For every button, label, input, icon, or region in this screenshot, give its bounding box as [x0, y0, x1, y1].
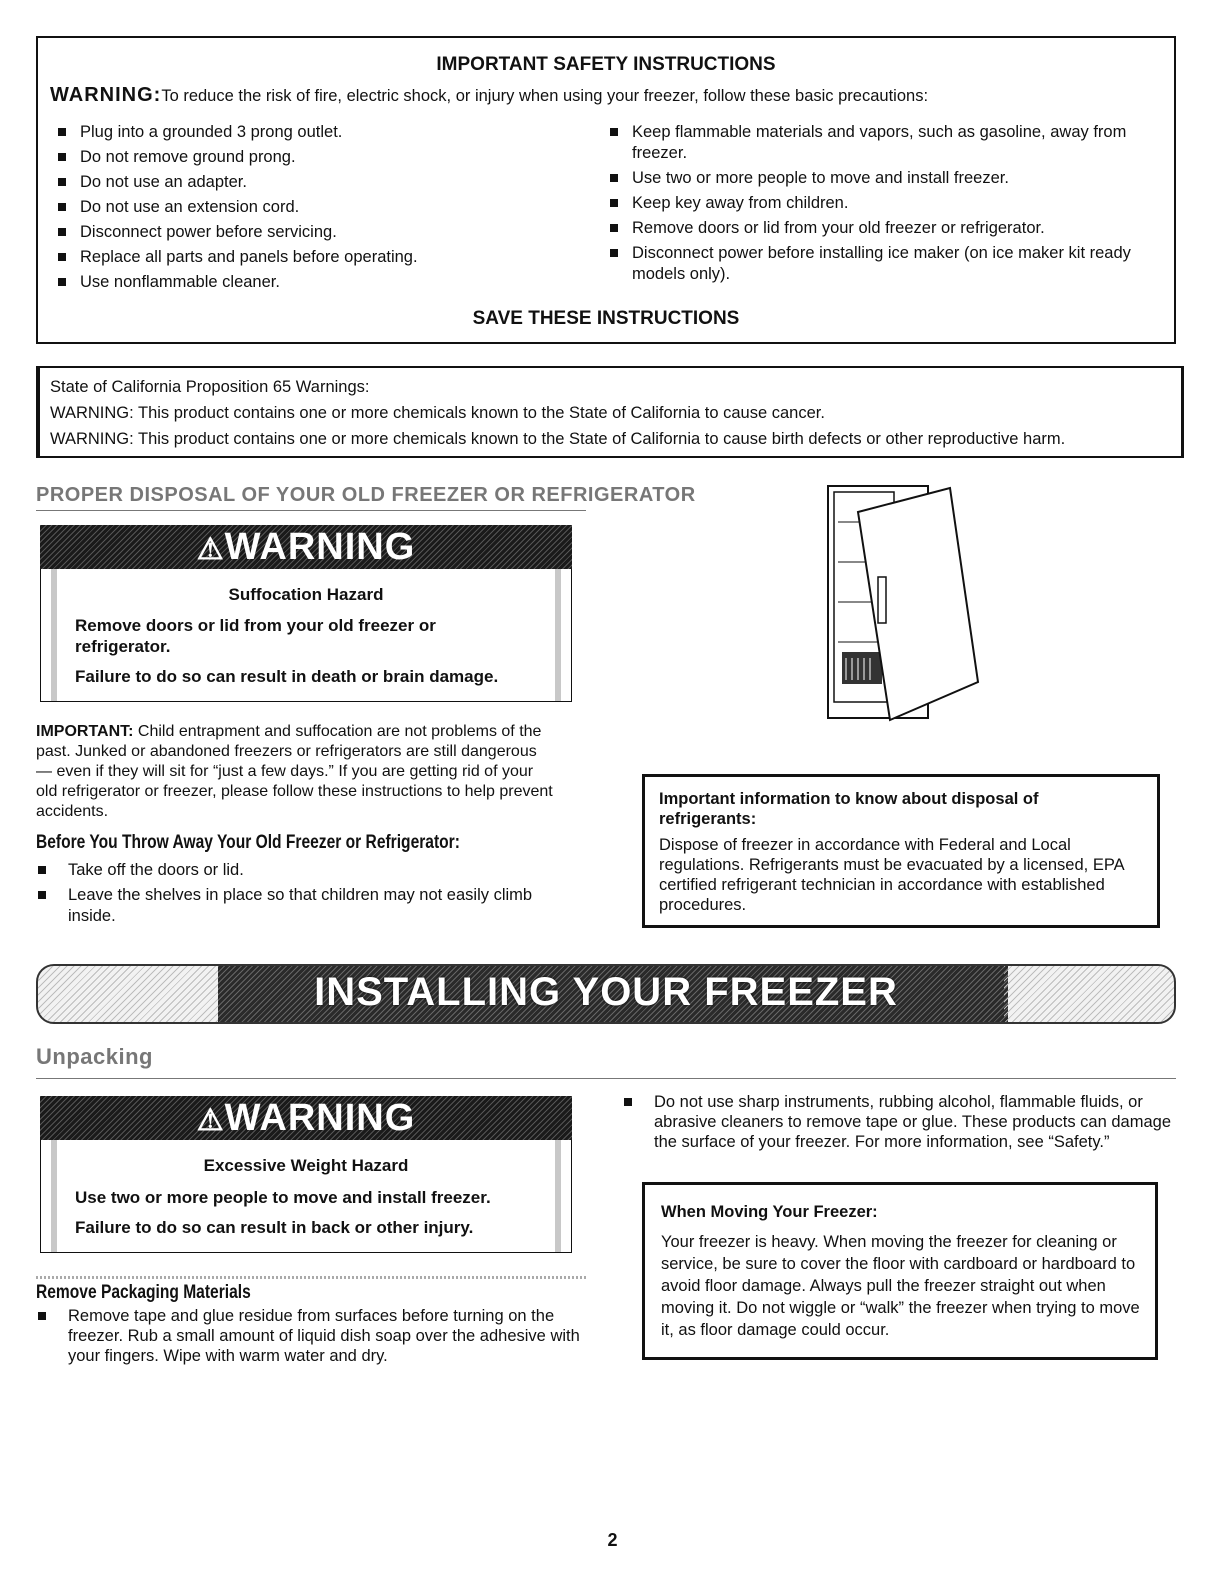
disposal-heading-rule	[36, 510, 586, 511]
hazard-name: Suffocation Hazard	[228, 585, 384, 604]
bullet-icon	[58, 178, 66, 186]
list-item: Keep key away from children.	[610, 193, 1140, 214]
suffocation-warning-body	[40, 569, 572, 702]
bullet-icon	[58, 203, 66, 211]
installing-banner-title: INSTALLING YOUR FREEZER	[314, 970, 898, 1014]
list-item: Keep flammable materials and vapors, such as gasoline, away from freezer.	[610, 122, 1140, 164]
moving-title: When Moving Your Freezer:	[661, 1203, 878, 1221]
weight-warning-body	[40, 1140, 572, 1253]
remove-packaging-heading: Remove Packaging Materials	[36, 1282, 251, 1303]
warning-text: To reduce the risk of fire, electric shock, or injury when using your freezer, follow these basic precautions:	[161, 87, 929, 105]
list-item: Plug into a grounded 3 prong outlet.	[58, 122, 578, 143]
list-item: Use two or more people to move and install freezer.	[610, 168, 1140, 189]
prop65-line1: State of California Proposition 65 Warnings:	[50, 378, 370, 396]
page-number: 2	[607, 1530, 618, 1550]
open-freezer-icon	[820, 482, 990, 722]
list-item: Replace all parts and panels before operating.	[58, 247, 578, 268]
remove-packaging-list	[38, 1306, 588, 1370]
disposal-heading: PROPER DISPOSAL OF YOUR OLD FREEZER OR REFRIGERATOR	[36, 484, 696, 506]
bullet-icon	[38, 1312, 46, 1320]
warning-body-frame	[51, 569, 561, 701]
safety-list-right	[610, 122, 1140, 289]
before-list	[38, 860, 568, 931]
weight-warning-banner	[40, 1096, 572, 1140]
bullet-icon	[58, 253, 66, 261]
save-instructions: SAVE THESE INSTRUCTIONS	[472, 308, 740, 329]
safety-title: IMPORTANT SAFETY INSTRUCTIONS	[436, 54, 776, 75]
bullet-icon	[58, 278, 66, 286]
prop65-line2: WARNING: This product contains one or more chemicals known to the State of California to cause cancer.	[50, 404, 825, 422]
list-item: Do not use sharp instruments, rubbing alcohol, flammable fluids, or abrasive cleaners to remove tape or glue. These products can damage the surface of your freezer. For more information, see “Safety.”	[624, 1092, 1176, 1152]
refrigerant-title: Important information to know about disposal of refrigerants:	[659, 790, 1039, 828]
bullet-icon	[38, 891, 46, 899]
dotted-divider	[36, 1276, 586, 1279]
bullet-icon	[58, 153, 66, 161]
warning-triangle-icon: ⚠	[196, 1104, 225, 1137]
list-item: Do not remove ground prong.	[58, 147, 578, 168]
moving-text: Your freezer is heavy. When moving the freezer for cleaning or service, be sure to cover the floor with cardboard or hardboard to avoid floor damage. Always pull the freezer straight out when moving it. Do not wiggle or “walk” the freezer when trying to move it, as floor damage could occur.	[661, 1233, 1140, 1339]
bullet-icon	[58, 128, 66, 136]
list-item: Leave the shelves in place so that children may not easily climb inside.	[38, 885, 568, 927]
hazard-name: Excessive Weight Hazard	[203, 1156, 409, 1175]
safety-list-left	[58, 122, 578, 297]
warning-body-frame	[51, 1140, 561, 1252]
safety-warning-line	[50, 84, 928, 107]
prop65-box	[36, 366, 1184, 458]
bullet-icon	[610, 174, 618, 182]
warning-triangle-icon: ⚠	[196, 533, 225, 566]
freezer-illustration	[820, 482, 990, 722]
list-item: Disconnect power before servicing.	[58, 222, 578, 243]
bullet-icon	[610, 249, 618, 257]
important-paragraph	[36, 722, 556, 822]
warning-instruction: Use two or more people to move and install freezer.	[75, 1188, 491, 1207]
bullet-icon	[610, 128, 618, 136]
refrigerant-text: Dispose of freezer in accordance with Federal and Local regulations. Refrigerants must be evacuated by a licensed, EPA certified refrigerant technician in accordance with established procedures.	[659, 836, 1124, 914]
bullet-icon	[58, 228, 66, 236]
refrigerant-info-box	[642, 774, 1160, 928]
tape-warning-list	[624, 1092, 1176, 1156]
important-text: Child entrapment and suffocation are not problems of the past. Junked or abandoned freezers or refrigerators are still dangerous — even if they will sit for “just a few days.” If you are getting rid of your old refrigerator or freezer, please follow these instructions to help prevent accidents.	[36, 723, 553, 820]
warning-banner-label: WARNING	[224, 1097, 416, 1139]
bullet-icon	[610, 224, 618, 232]
moving-freezer-box	[642, 1182, 1158, 1360]
bullet-icon	[38, 866, 46, 874]
list-item: Do not use an adapter.	[58, 172, 578, 193]
bullet-icon	[610, 199, 618, 207]
important-label: IMPORTANT:	[36, 723, 134, 740]
list-item: Remove tape and glue residue from surfaces before turning on the freezer. Rub a small amount of liquid dish soap over the adhesive with your fingers. Wipe with warm water and dry.	[38, 1306, 588, 1366]
list-item: Disconnect power before installing ice maker (on ice maker kit ready models only).	[610, 243, 1140, 285]
warning-label: WARNING:	[50, 84, 162, 106]
list-item: Use nonflammable cleaner.	[58, 272, 578, 293]
before-heading: Before You Throw Away Your Old Freezer or Refrigerator:	[36, 832, 460, 853]
safety-instructions-box	[36, 36, 1176, 344]
warning-consequence: Failure to do so can result in death or brain damage.	[75, 667, 499, 686]
list-item: Do not use an extension cord.	[58, 197, 578, 218]
installing-banner	[36, 964, 1176, 1024]
warning-consequence: Failure to do so can result in back or other injury.	[75, 1218, 474, 1237]
warning-banner-label: WARNING	[224, 526, 416, 568]
unpacking-rule	[36, 1078, 1176, 1079]
suffocation-warning-banner	[40, 525, 572, 569]
list-item: Take off the doors or lid.	[38, 860, 568, 881]
bullet-icon	[624, 1098, 632, 1106]
warning-instruction: Remove doors or lid from your old freezer or refrigerator.	[75, 616, 436, 656]
prop65-line3: WARNING: This product contains one or more chemicals known to the State of California to cause birth defects or other reproductive harm.	[50, 430, 1066, 448]
list-item: Remove doors or lid from your old freezer or refrigerator.	[610, 218, 1140, 239]
unpacking-heading: Unpacking	[36, 1044, 153, 1069]
